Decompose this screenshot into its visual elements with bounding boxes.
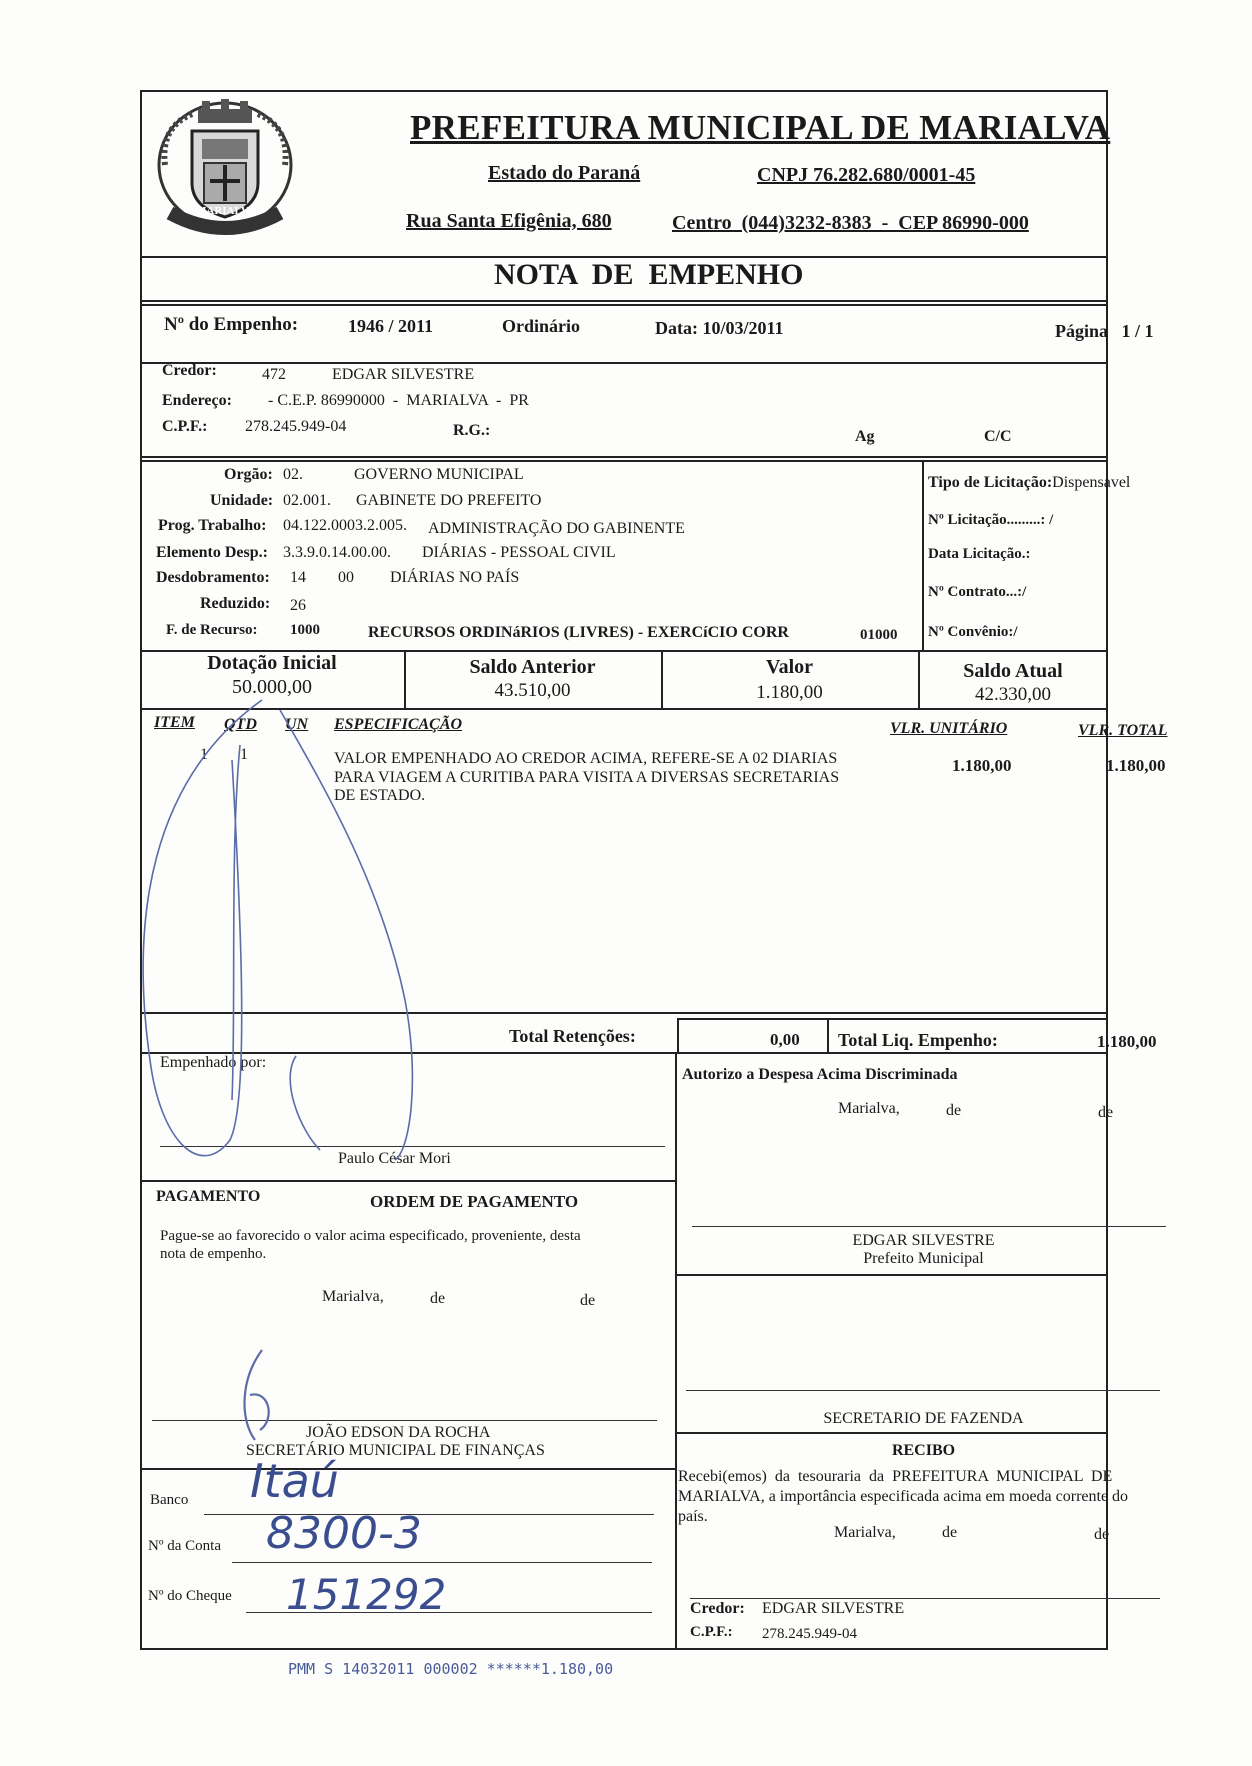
valor-label: Valor [765,656,814,678]
orgao-name: GOVERNO MUNICIPAL [354,466,524,483]
municipality-title: PREFEITURA MUNICIPAL DE MARIALVA [410,108,1111,147]
recibo-text3: país. [678,1508,708,1525]
row-vlr-total: 1.180,00 [1106,756,1166,775]
agencia-label: Ag [855,428,875,445]
desdobramento-name: DIÁRIAS NO PAÍS [390,569,520,586]
conta-handwritten: 8300-3 [266,1508,422,1559]
empenho-type: Ordinário [502,316,581,336]
cpf-label: C.P.F.: [162,418,208,435]
total-retencoes-label: Total Retenções: [509,1026,636,1046]
pagamento-text2: nota de empenho. [160,1246,267,1262]
crest-ribbon-text: MARIALVA [196,205,256,217]
credor-label: Credor: [162,362,217,379]
recibo-text1: Recebi(emos) da tesouraria da PREFEITURA MUNICIPAL DE [678,1468,1113,1485]
desdobramento-code1: 14 [290,569,306,586]
pagamento-place: Marialva, [322,1288,384,1305]
desdobramento-label: Desdobramento: [156,569,270,586]
total-retencoes-value: 0,00 [770,1030,800,1049]
autorizo-de1: de [946,1102,962,1119]
recurso-label: F. de Recurso: [166,622,258,638]
recurso-code2: 01000 [860,627,898,643]
pagamento-text1: Pague-se ao favorecido o valor acima especificado, proveniente, desta [160,1228,581,1244]
row-vlr-unitario: 1.180,00 [952,756,1012,775]
row-item: 1 [200,746,208,763]
credor-name: EDGAR SILVESTRE [332,366,475,383]
autorizo-de2: de [1098,1104,1114,1121]
endereco-label: Endereço: [162,392,232,409]
elemento-name: DIÁRIAS - PESSOAL CIVIL [422,544,616,561]
total-liquido-label: Total Liq. Empenho: [838,1030,998,1050]
recibo-cpf-label: C.P.F.: [690,1624,733,1640]
recibo-title: RECIBO [891,1442,956,1459]
pagamento-signer-role: SECRETÁRIO MUNICIPAL DE FINANÇAS [246,1442,545,1459]
total-liquido-value: 1.180,00 [1097,1032,1157,1051]
payment-stamp: PMM S 14032011 000002 ******1.180,00 [288,1660,614,1678]
tipo-licitacao-value: Dispensavel [1052,474,1131,491]
saldo-atual-label: Saldo Atual [963,660,1063,682]
pagamento-signer-name: JOÃO EDSON DA ROCHA [306,1424,491,1441]
recibo-text2: MARIALVA, a importância especificada acima em moeda corrente do [678,1488,1129,1505]
orgao-code: 02. [283,466,303,483]
row-qtd: 1 [240,746,248,763]
credor-code: 472 [262,366,286,383]
recibo-cpf-value: 278.245.949-04 [762,1626,857,1642]
header-item: ITEM [154,714,195,731]
pagamento-label: PAGAMENTO [156,1188,261,1205]
empenhado-label: Empenhado por: [160,1054,267,1071]
desdobramento-code2: 00 [338,569,354,586]
unidade-name: GABINETE DO PREFEITO [356,492,542,509]
page-number: Página 1 / 1 [1055,321,1154,341]
elemento-code: 3.3.9.0.14.00.00. [283,544,391,561]
numero-contrato: Nº Contrato...:/ [928,584,1027,600]
reduzido-value: 26 [290,597,306,614]
saldo-anterior-value: 43.510,00 [494,680,571,701]
banco-handwritten: Itaú [250,1454,339,1508]
numero-convenio: Nº Convênio:/ [928,624,1018,640]
numero-conta-label: Nº da Conta [148,1538,221,1554]
orgao-label: Orgão: [224,466,273,483]
tipo-licitacao-label: Tipo de Licitação: [928,474,1053,491]
recurso-code: 1000 [290,622,320,638]
numero-cheque-label: Nº do Cheque [148,1588,232,1604]
document-title: NOTA DE EMPENHO [494,258,804,291]
saldo-atual-value: 42.330,00 [975,684,1051,705]
cnpj-label: CNPJ 76.282.680/0001-45 [757,164,976,186]
empenho-number-label: Nº do Empenho: [164,314,299,335]
prefeito-name: EDGAR SILVESTRE [852,1232,995,1249]
recibo-credor-value: EDGAR SILVESTRE [762,1600,905,1617]
autorizo-label: Autorizo a Despesa Acima Discriminada [682,1066,958,1083]
reduzido-label: Reduzido: [200,595,271,612]
state-label: Estado do Paraná [488,162,641,184]
header-qtd: QTD [224,716,257,733]
header-vlr-total: VLR. TOTAL [1078,722,1168,739]
numero-licitacao: Nº Licitação.........: / [928,512,1054,528]
recibo-credor-label: Credor: [690,1600,745,1617]
empenho-date: Data: 10/03/2011 [655,318,784,338]
header-un: UN [285,716,309,733]
data-licitacao: Data Licitação.: [928,546,1031,562]
prog-trabalho-name: ADMINISTRAÇÃO DO GABINENTE [428,520,685,537]
prefeito-role: Prefeito Municipal [863,1250,984,1267]
saldo-anterior-label: Saldo Anterior [469,656,596,678]
row-spec-line1: VALOR EMPENHADO AO CREDOR ACIMA, REFERE-SE A 02 DIARIAS [334,750,838,767]
cheque-handwritten: 151292 [286,1570,447,1619]
header-especificacao: ESPECIFICAÇÃO [334,716,463,733]
valor-value: 1.180,00 [756,682,823,703]
cpf-value: 278.245.949-04 [245,418,347,435]
contact-label: Centro (044)3232-8383 - CEP 86990-000 [672,212,1029,234]
autorizo-place: Marialva, [838,1100,900,1117]
row-spec-line2: PARA VIAGEM A CURITIBA PARA VISITA A DIVERSAS SECRETARIAS [334,769,840,786]
rg-label: R.G.: [453,422,491,439]
unidade-code: 02.001. [283,492,331,509]
recibo-de1: de [942,1524,958,1541]
header-vlr-unitario: VLR. UNITÁRIO [890,720,1008,737]
conta-corrente-label: C/C [984,428,1012,445]
crest-icon [150,95,300,245]
empenhado-name: Paulo César Mori [338,1150,451,1167]
prog-trabalho-code: 04.122.0003.2.005. [283,517,407,534]
secretario-role: SECRETARIO DE FAZENDA [823,1410,1024,1427]
elemento-label: Elemento Desp.: [156,544,268,561]
recurso-name: RECURSOS ORDINáRIOS (LIVRES) - EXERCíCIO CORR [368,624,789,641]
pagamento-de2: de [580,1292,596,1309]
ordem-pagamento-label: ORDEM DE PAGAMENTO [370,1192,579,1211]
pagamento-de1: de [430,1290,446,1307]
prog-trabalho-label: Prog. Trabalho: [158,517,267,534]
recibo-de2: de [1094,1526,1110,1543]
dotacao-inicial-label: Dotação Inicial [207,652,337,674]
dotacao-inicial-value: 50.000,00 [232,676,312,698]
empenho-number-value: 1946 / 2011 [348,316,434,336]
address-label: Rua Santa Efigênia, 680 [406,210,612,232]
row-spec-line3: DE ESTADO. [334,787,426,804]
unidade-label: Unidade: [210,492,274,509]
endereco-value: - C.E.P. 86990000 - MARIALVA - PR [268,392,529,409]
recibo-place: Marialva, [834,1524,896,1541]
banco-label: Banco [150,1492,189,1508]
